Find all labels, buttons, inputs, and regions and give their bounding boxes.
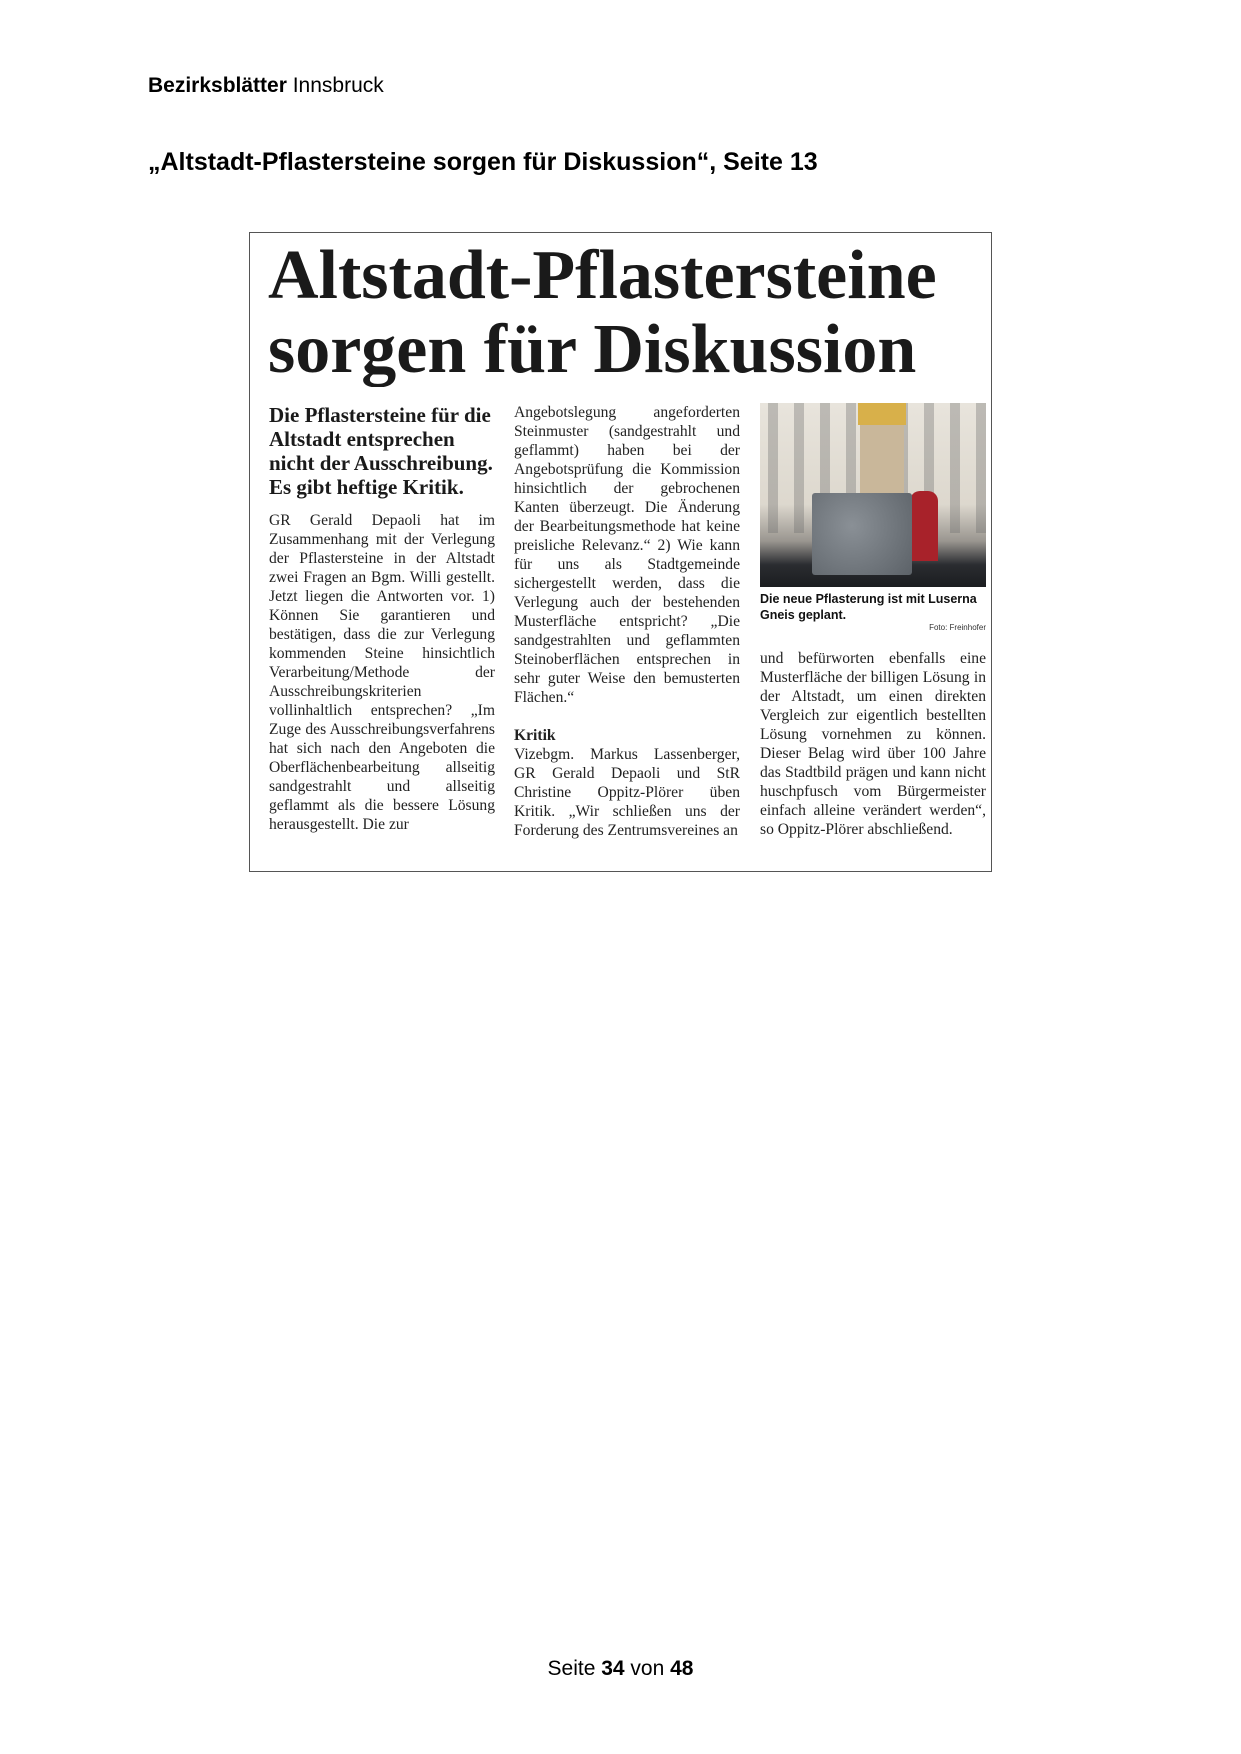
article-column-1 (269, 403, 495, 834)
headline-line-2: sorgen für Diskussion (268, 311, 917, 387)
golden-roof (858, 403, 906, 425)
column-2-text: Angebotslegung angeforderten Steinmuster (sandgestrahlt und geflammt) haben bei der Angebotsprüfung die Kommission hinsichtlich der gebrochenen Kanten überzeugt. Die Änderung der Bearbeitungsmethode hat keine preisliche Relevanz.“ 2) Wie kann für uns als Stadtgemeinde sichergestellt werden, dass die Verlegung auch der bestehenden Musterfläche entspricht? „Die sandgestrahlten und geflammten Steinoberflächen entsprechen in sehr guter Weise den bemusterten Flächen.“ (514, 404, 740, 706)
publication-header (148, 74, 384, 98)
brand-name: Bezirksblätter (148, 74, 287, 97)
column-3-text: und befürworten ebenfalls eine Musterfläche der billigen Lösung in der Altstadt, um einen direkten Vergleich zur eigentlich bestellten Lösung vornehmen zu können. Dieser Belag wird über 100 Jahre das Stadtbild prägen und kann nicht huschpfusch vom Bürgermeister einfach alleine verändert werden“, so Oppitz-Plörer abschließend. (760, 650, 986, 838)
article-column-3 (760, 649, 986, 839)
newspaper-clipping (249, 232, 992, 872)
page-footer (0, 1657, 1241, 1681)
document-title: „Altstadt-Pflastersteine sorgen für Diskussion“, Seite 13 (148, 148, 818, 176)
person-red-coat (910, 491, 938, 561)
total-pages: 48 (670, 1657, 694, 1680)
photo-credit: Foto: Freinhofer (929, 623, 986, 632)
paving-stone (812, 493, 912, 575)
footer-prefix: Seite (547, 1657, 602, 1680)
brand-location: Innsbruck (286, 74, 384, 97)
article-photo (760, 403, 986, 587)
article-column-2 (514, 403, 740, 840)
caption-text: Die neue Pflasterung ist mit Luserna Gneis geplant. (760, 592, 977, 622)
article-headline (268, 239, 988, 387)
column-1-text: GR Gerald Depaoli hat im Zusammenhang mit der Verlegung der Pflastersteine in der Altstadt zwei Fragen an Bgm. Willi gestellt. Jetzt liegen die Antworten vor. 1) Können Sie garantieren und bestätigen, dass die zur Verlegung kommenden Steine hinsichtlich Verarbeitung/Methode der Ausschreibungskriterien vollinhaltlich entsprechen? „Im Zuge des Ausschreibungsverfahrens hat sich nach den Angeboten die Oberflächenbearbeitung allseitig sandgestrahlt und allseitig geflammt als die bessere Lösung herausgestellt. Die zur (269, 512, 495, 833)
subheading-kritik: Kritik (514, 727, 556, 744)
column-2b-text: Vizebgm. Markus Lassenberger, GR Gerald Depaoli und StR Christine Oppitz-Plörer üben Kritik. „Wir schließen uns der Forderung des Zentrumsvereines an (514, 746, 740, 839)
current-page: 34 (601, 1657, 625, 1680)
footer-mid: von (624, 1657, 671, 1680)
headline-line-1: Altstadt-Pflastersteine (268, 239, 937, 314)
article-lead: Die Pflastersteine für die Altstadt entsprechen nicht der Ausschreibung. Es gibt heftige Kritik. (269, 403, 493, 499)
photo-caption (760, 591, 986, 633)
